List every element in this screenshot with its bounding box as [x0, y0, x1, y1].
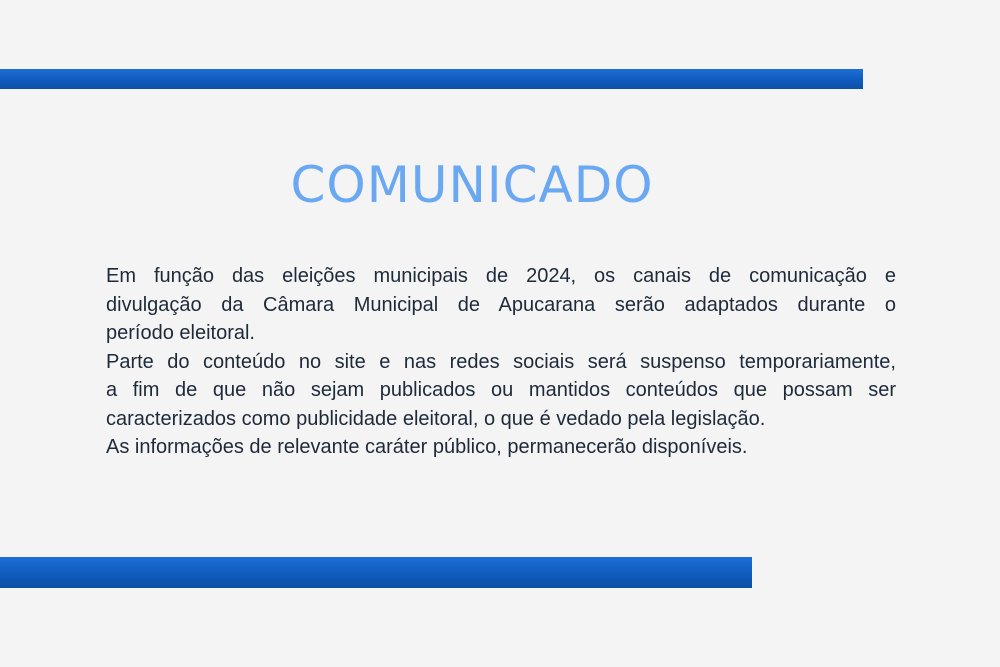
page-title: COMUNICADO: [290, 156, 654, 214]
announcement-line: divulgação da Câmara Municipal de Apucarana serão adaptados durante o: [106, 293, 896, 316]
announcement-body: [106, 262, 896, 462]
bottom-accent-bar: [0, 557, 752, 588]
announcement-line: a fim de que não sejam publicados ou mantidos conteúdos que possam ser: [106, 379, 896, 401]
announcement-line: Em função das eleições municipais de 2024, os canais de comunicação e: [106, 265, 896, 287]
announcement-line: período eleitoral.: [106, 322, 255, 344]
announcement-line: caracterizados como publicidade eleitoral, o que é vedado pela legislação.: [106, 407, 766, 430]
announcement-line: Parte do conteúdo no site e nas redes sociais será suspenso temporariamente,: [106, 350, 896, 373]
top-accent-bar: [0, 69, 863, 89]
announcement-line: As informações de relevante caráter público, permanecerão disponíveis.: [106, 436, 748, 458]
